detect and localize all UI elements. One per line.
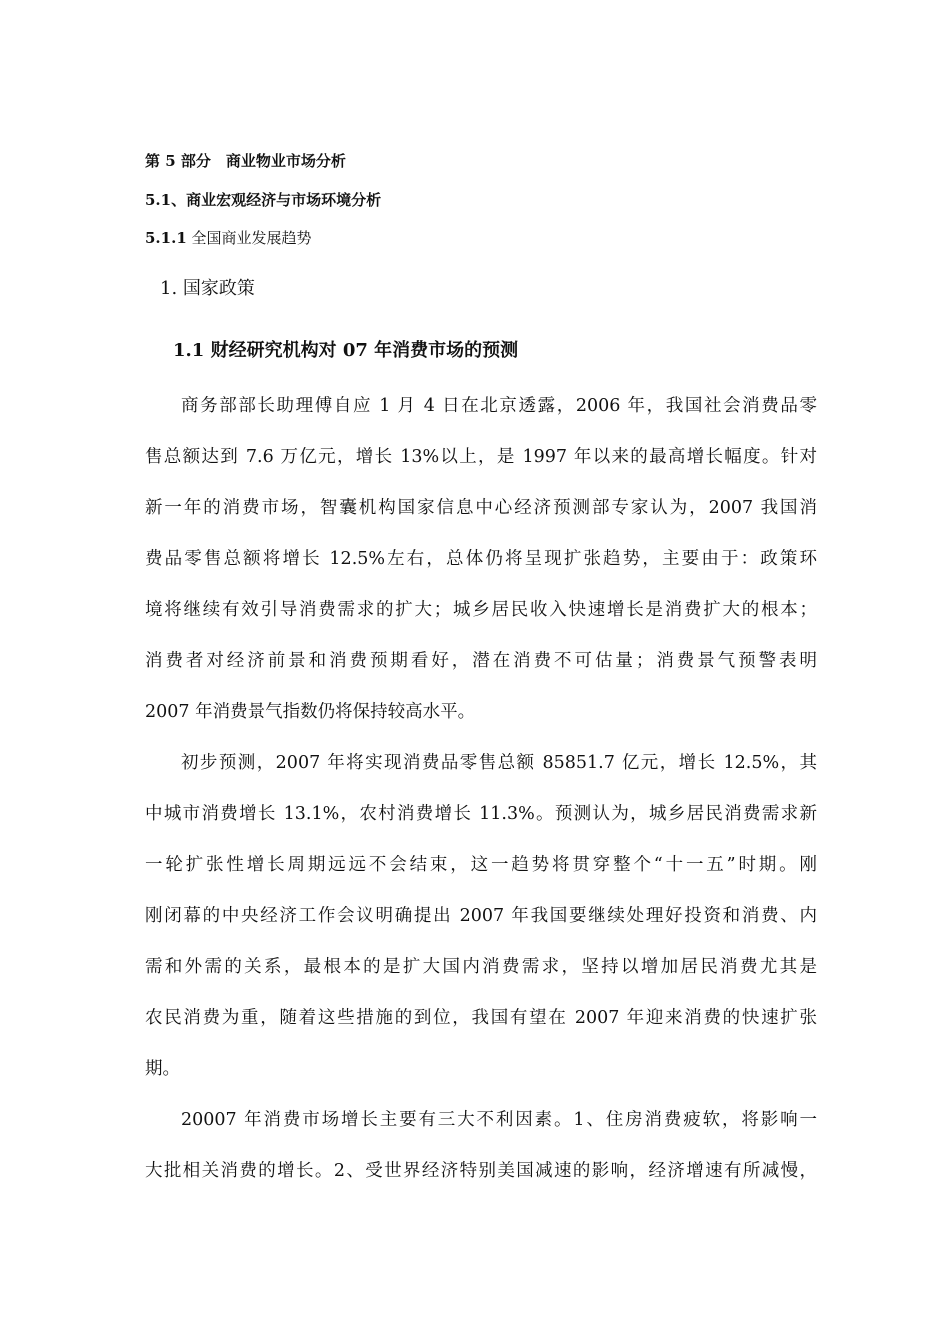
paragraph-3: [145, 1105, 817, 1207]
paragraph-line: 消费者对经济前景和消费预期看好，潜在消费不可估量；消费景气预警表明: [145, 651, 817, 671]
subsection-title: 全国商业发展趋势: [186, 229, 312, 247]
paragraph-line: 刚闭幕的中央经济工作会议明确提出 2007 年我国要继续处理好投资和消费、内: [145, 906, 817, 926]
paragraph-line: 农民消费为重，随着这些措施的到位，我国有望在 2007 年迎来消费的快速扩张: [145, 1008, 817, 1028]
paragraph-line: 初步预测，2007 年将实现消费品零售总额 85851.7 亿元，增长 12.5%，其: [181, 753, 817, 773]
paragraph-line: 需和外需的关系，最根本的是扩大国内消费需求，坚持以增加居民消费尤其是: [145, 957, 817, 977]
section-heading: 5.1、商业宏观经济与市场环境分析: [145, 191, 382, 209]
paragraph-1: [145, 391, 817, 748]
paragraph-2: [145, 748, 817, 1105]
part-heading: 第 5 部分 商业物业市场分析: [145, 152, 346, 170]
list-item-national-policy: 1. 国家政策: [160, 278, 255, 299]
paragraph-line: 新一年的消费市场，智囊机构国家信息中心经济预测部专家认为，2007 我国消: [145, 498, 817, 518]
paragraph-line: 20007 年消费市场增长主要有三大不利因素。1、住房消费疲软，将影响一: [181, 1110, 817, 1130]
paragraph-line: 期。: [145, 1059, 180, 1079]
subheading-forecast: 1.1 财经研究机构对 07 年消费市场的预测: [173, 340, 519, 361]
paragraph-line: 大批相关消费的增长。2、受世界经济特别美国减速的影响，经济增速有所减慢，: [145, 1161, 817, 1181]
paragraph-line: 境将继续有效引导消费需求的扩大；城乡居民收入快速增长是消费扩大的根本；: [145, 600, 817, 620]
paragraph-line: 售总额达到 7.6 万亿元，增长 13%以上，是 1997 年以来的最高增长幅度。针对: [145, 447, 817, 467]
paragraph-line: 商务部部长助理傅自应 1 月 4 日在北京透露，2006 年，我国社会消费品零: [181, 396, 817, 416]
subsection-number: 5.1.1: [145, 229, 187, 247]
paragraph-line: 中城市消费增长 13.1%，农村消费增长 11.3%。预测认为，城乡居民消费需求新: [145, 804, 817, 824]
paragraph-line: 一轮扩张性增长周期远远不会结束，这一趋势将贯穿整个“十一五”时期。刚: [145, 855, 817, 875]
paragraph-line: 费品零售总额将增长 12.5%左右，总体仍将呈现扩张趋势，主要由于：政策环: [145, 549, 817, 569]
subsection-heading: [145, 227, 312, 248]
paragraph-line: 2007 年消费景气指数仍将保持较高水平。: [145, 702, 476, 722]
